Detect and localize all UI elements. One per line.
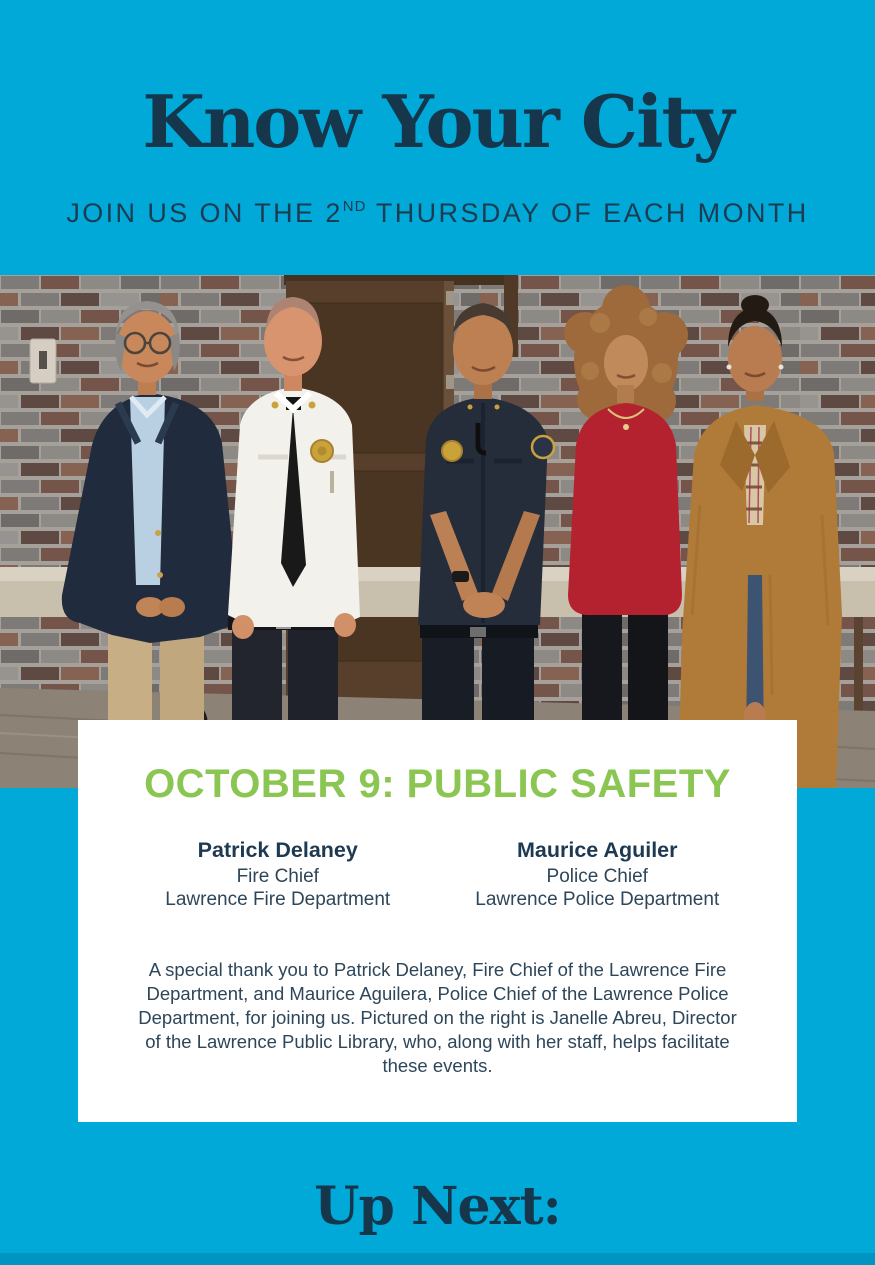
group-photo: [0, 275, 875, 788]
info-card: [78, 720, 797, 1122]
group-photo-illustration: [0, 275, 875, 788]
speakers-row: [78, 835, 797, 911]
thank-you-paragraph: A special thank you to Patrick Delaney, Fire Chief of the Lawrence Fire Department, and Maurice Aguilera, Police Chief of the Lawrence Police Department, for joining us. Pictured on the right is Janelle Abreu, Director of the Lawrence Public Library, who, along with her staff, helps facilitate these events.: [138, 959, 737, 1076]
speaker-police-chief: [438, 835, 758, 911]
speaker-fire-chief: [118, 835, 438, 911]
subtitle-prefix: JOIN US ON THE 2: [66, 198, 343, 228]
footer-strip: [0, 1253, 875, 1265]
event-subtitle: [0, 198, 875, 229]
speaker-role: Fire Chief: [236, 866, 319, 887]
speaker-name: Maurice Aguiler: [517, 838, 678, 862]
speaker-organization: Lawrence Fire Department: [165, 889, 391, 910]
speaker-role: Police Chief: [546, 866, 648, 887]
speaker-name: Patrick Delaney: [197, 838, 358, 862]
page-title: Know Your City: [142, 79, 733, 164]
subtitle-suffix: THURSDAY OF EACH MONTH: [366, 198, 809, 228]
light-switch: [30, 339, 56, 383]
card-heading: OCTOBER 9: PUBLIC SAFETY: [144, 762, 731, 806]
header-section: [0, 0, 875, 275]
speaker-organization: Lawrence Police Department: [475, 889, 720, 910]
up-next-heading: Up Next:: [314, 1176, 561, 1237]
subtitle-ordinal: ND: [342, 198, 367, 215]
